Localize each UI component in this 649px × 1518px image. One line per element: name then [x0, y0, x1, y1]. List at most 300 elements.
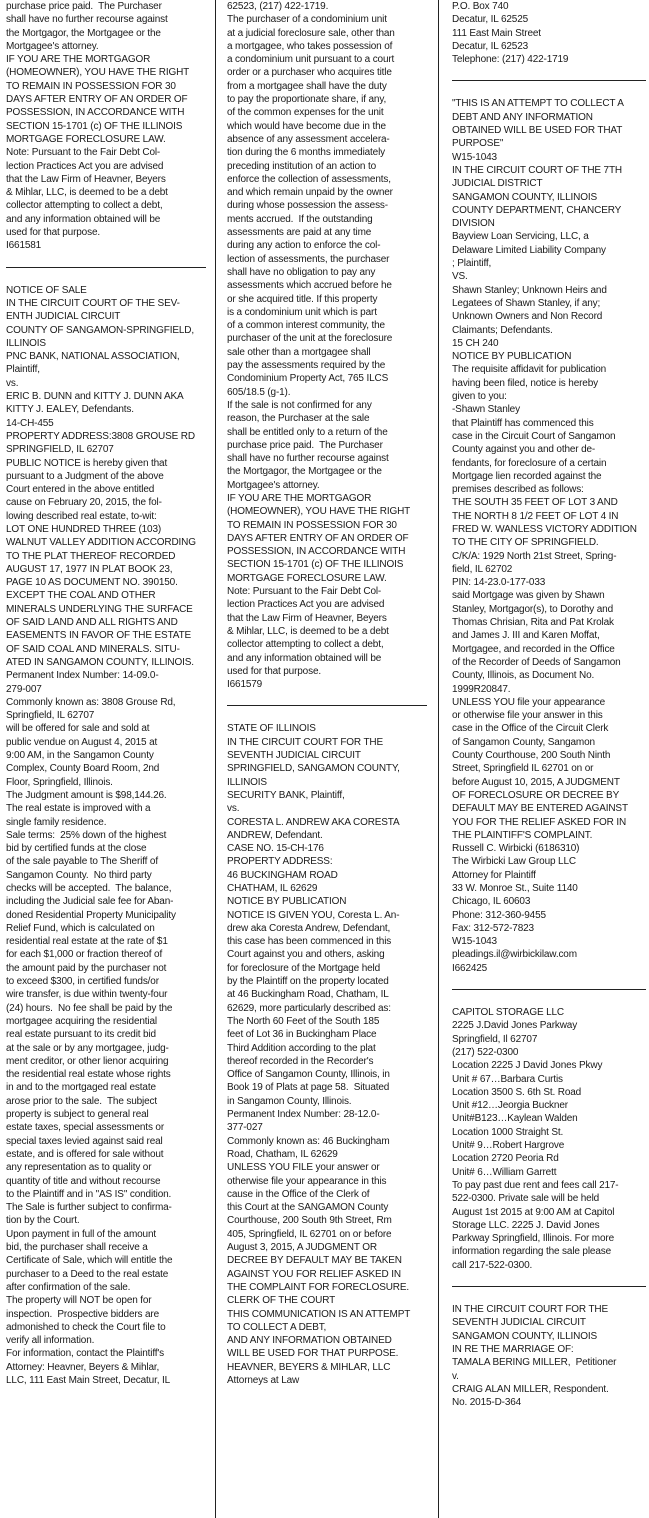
notice-line: PROPERTY ADDRESS: — [227, 856, 333, 868]
notice-line: PNC BANK, NATIONAL ASSOCIATION, — [6, 351, 180, 363]
notice-line: County, Illinois, as Document No. — [452, 670, 595, 682]
notice-line: for foreclosure of the Mortgage held — [227, 962, 381, 974]
notice-line: TO REMAIN IN POSSESSION FOR 30 — [6, 80, 176, 92]
notice-line: pursuant to a Judgment of the above — [6, 470, 164, 482]
notice-line: PUBLIC NOTICE is hereby given that — [6, 457, 168, 469]
notice-line: Decatur, IL 62523 — [452, 40, 529, 52]
notice-line: MINERALS UNDERLYING THE SURFACE — [6, 603, 193, 615]
notice-line: sale other than a mortgagee shall — [227, 346, 371, 358]
notice-line: collector attempting to collect a debt, — [227, 639, 384, 651]
notice-line: Plaintiff, — [6, 364, 40, 376]
notice-line: PAGE 10 AS DOCUMENT NO. 390150. — [6, 577, 178, 589]
notice-line: ERIC B. DUNN and KITTY J. DUNN AKA — [6, 391, 184, 403]
notice-line: UNLESS YOU FILE your answer or — [227, 1162, 380, 1174]
notice-line: Office of Sangamon County, Illinois, in — [227, 1069, 390, 1081]
notice-line: fendants, for foreclosure of a certain — [452, 457, 607, 469]
notice-line: collector attempting to collect a debt, — [6, 200, 163, 212]
notice-line: special taxes levied against said real — [6, 1135, 163, 1147]
notice-line: which would have become due in the — [227, 120, 386, 132]
notice-line: ment creditor, or other lienor acquiring — [6, 1055, 169, 1067]
notice-line: POSSESSION, IN ACCORDANCE WITH — [227, 546, 406, 558]
notice-line: SPRINGFIELD, SANGAMON COUNTY, — [227, 763, 400, 775]
notice-line: THE COMPLAINT FOR FORECLOSURE. — [227, 1281, 410, 1293]
notice-line: estate, and is offered for sale without — [6, 1148, 164, 1160]
notice-line: field, IL 62702 — [452, 563, 513, 575]
notice-line: at a judicial foreclosure sale, other than — [227, 27, 395, 39]
notice-line: (24) hours. No fee shall be paid by the — [6, 1002, 173, 1014]
notice-line: inspection. Prospective bidders are — [6, 1308, 160, 1320]
notice-line: shall be entitled only to a return of the — [227, 426, 388, 438]
notice-line: IN THE CIRCUIT COURT FOR THE — [227, 736, 384, 748]
notice-line: property is subject to general real — [6, 1109, 149, 1121]
notice-line: by the Plaintiff on the property located — [227, 976, 389, 988]
notice-line: C/K/A: 1929 North 21st Street, Spring- — [452, 550, 617, 562]
notice-line: of a common interest community, the — [227, 320, 385, 332]
notice-line: 1999R20847. — [452, 683, 511, 695]
notice-line: Mortgage lien recorded against the — [452, 470, 602, 482]
notice-line: a mortgagee, who takes possession of — [227, 40, 393, 52]
notice-line: THE PLAINTIFF'S COMPLAINT. — [452, 829, 593, 841]
notice-line: call 217-522-0300. — [452, 1259, 533, 1271]
notice-line: HEAVNER, BEYERS & MIHLAR, LLC — [227, 1361, 391, 1373]
notice-line: Mortgagee, and recorded in the Office — [452, 643, 615, 655]
notice-line: ments accrued. If the outstanding — [227, 213, 373, 225]
notice-line: premises described as follows: — [452, 484, 584, 496]
notice-line: real estate pursuant to its credit bid — [6, 1029, 156, 1041]
notice-line: SECURITY BANK, Plaintiff, — [227, 789, 345, 801]
notice-line: The property will NOT be open for — [6, 1295, 152, 1307]
notice-line: Third Addition according to the plat — [227, 1042, 376, 1054]
notice-line: Bayview Loan Servicing, LLC, a — [452, 231, 589, 243]
notice-line: and any information obtained will be — [227, 652, 382, 664]
notice-line: lection of assessments, the purchaser — [227, 253, 390, 265]
notice-line: Book 19 of Plats at page 58. Situated — [227, 1082, 390, 1094]
notice-line: Thomas Chrisian, Rita and Pat Krolak — [452, 617, 614, 629]
notice-line: Upon payment in full of the amount — [6, 1228, 156, 1240]
column-3 — [452, 0, 646, 1518]
notice-line: NOTICE BY PUBLICATION — [227, 896, 347, 908]
notice-line: bid, the purchaser shall receive a — [6, 1242, 148, 1254]
notice-line: The North 60 Feet of the South 185 — [227, 1015, 380, 1027]
notice-line: to pay the proportionate share, if any, — [227, 94, 387, 106]
notice-line: KITTY J. EALEY, Defendants. — [6, 404, 134, 416]
notice-line: AND ANY INFORMATION OBTAINED — [227, 1335, 392, 1347]
notice-line: The Wirbicki Law Group LLC — [452, 856, 576, 868]
notice-line: MORTGAGE FORECLOSURE LAW. — [6, 133, 166, 145]
notice-line: of the Recorder of Deeds of Sangamon — [452, 656, 621, 668]
notice-line: Permanent Index Number: 14-09.0- — [6, 670, 159, 682]
notice-line: mortgagee acquiring the residential — [6, 1015, 157, 1027]
notice-line: any representation as to quality or — [6, 1162, 152, 1174]
column-divider — [215, 0, 216, 1518]
legal-notice — [452, 0, 646, 66]
notice-line: JUDICIAL DISTRICT — [452, 178, 543, 190]
notice-line: vs. — [227, 803, 240, 815]
notice-line: Court against you and others, asking — [227, 949, 385, 961]
notice-line: SANGAMON COUNTY, ILLINOIS — [452, 1330, 597, 1342]
notice-line: I661579 — [227, 679, 263, 691]
notice-line: Unit# 6…William Garrett — [452, 1166, 557, 1178]
notice-line: No. 2015-D-364 — [452, 1397, 522, 1409]
notice-line: IN THE CIRCUIT COURT OF THE SEV- — [6, 297, 180, 309]
notice-line: assessments are paid at any time — [227, 227, 372, 239]
notice-line: CRAIG ALAN MILLER, Respondent. — [452, 1383, 609, 1395]
column-1 — [6, 0, 206, 1518]
notice-line: 605/18.5 (g-1). — [227, 386, 291, 398]
notice-line: Floor, Springfield, Illinois. — [6, 776, 113, 788]
notice-line: Unit# 9…Robert Hargrove — [452, 1140, 565, 1152]
notice-line: & Mihlar, LLC, is deemed to be a debt — [6, 187, 168, 199]
notice-line: SEVENTH JUDICIAL CIRCUIT — [452, 1317, 586, 1329]
notice-line: TO REMAIN IN POSSESSION FOR 30 — [227, 519, 397, 531]
notice-line: SANGAMON COUNTY, ILLINOIS — [452, 191, 597, 203]
notice-line: NOTICE OF SALE — [6, 284, 87, 296]
notice-line: The purchaser of a condominium unit — [227, 14, 387, 26]
notice-line: PIN: 14-23.0-177-033 — [452, 577, 546, 589]
notice-line: 62523, (217) 422-1719. — [227, 1, 329, 12]
notice-line: drew aka Coresta Andrew, Defendant, — [227, 922, 391, 934]
notice-line: having been filed, notice is hereby — [452, 377, 598, 389]
notice-separator-rule — [452, 989, 646, 990]
notice-line: I661581 — [6, 240, 42, 252]
notice-line: of the sale payable to The Sheriff of — [6, 856, 158, 868]
notice-line: wire transfer, is due within twenty-four — [6, 989, 168, 1001]
notice-line: 15 CH 240 — [452, 337, 499, 349]
notice-line: Road, Chatham, IL 62629 — [227, 1148, 338, 1160]
notice-line: To pay past due rent and fees call 217- — [452, 1179, 619, 1191]
notice-line: single family residence. — [6, 816, 107, 828]
notice-line: pay the assessments required by the — [227, 360, 386, 372]
notice-line: to exceed $300, in certified funds/or — [6, 976, 159, 988]
notice-line: 62629, more particularly described as: — [227, 1002, 391, 1014]
notice-line: assessments which accrued before he — [227, 280, 392, 292]
notice-line: Sangamon County. No third party — [6, 869, 152, 881]
notice-line: TAMALA BERING MILLER, Petitioner — [452, 1357, 617, 1369]
notice-separator-rule — [6, 267, 206, 268]
notice-line: W15-1043 — [452, 151, 497, 163]
notice-line: said Mortgage was given by Shawn — [452, 590, 605, 602]
notice-line: shall have no further recourse against — [227, 453, 389, 465]
notice-line: quantity of title and without recourse — [6, 1175, 161, 1187]
notice-line: order or a purchaser who acquires title — [227, 67, 392, 79]
notice-line: lection Practices Act you are advised — [6, 160, 164, 172]
notice-line: Unknown Owners and Non Record — [452, 311, 603, 323]
notice-line: Unit #12…Jeorgia Buckner — [452, 1100, 568, 1112]
notice-line: the Mortgagor, the Mortgagee or the — [227, 466, 382, 478]
notice-line: Condominium Property Act, 765 ILCS — [227, 373, 389, 385]
notice-line: (HOMEOWNER), YOU HAVE THE RIGHT — [6, 67, 190, 79]
notice-line: including the Judicial sale fee for Aban- — [6, 896, 174, 908]
notice-line: IF YOU ARE THE MORTGAGOR — [6, 54, 151, 66]
notice-line: DAYS AFTER ENTRY OF AN ORDER OF — [227, 532, 409, 544]
notice-line: I662425 — [452, 962, 488, 974]
column-2 — [227, 0, 427, 1518]
notice-line: information regarding the sale please — [452, 1246, 611, 1258]
legal-notice — [452, 1006, 646, 1272]
notice-line: STATE OF ILLINOIS — [227, 723, 316, 735]
legal-notice — [227, 722, 427, 1387]
notice-line: The Sale is further subject to confirma- — [6, 1202, 172, 1214]
notice-line: YOU FOR THE RELIEF ASKED FOR IN — [452, 816, 627, 828]
notice-line: absence of any assessment accelera- — [227, 133, 390, 145]
notice-line: SEVENTH JUDICIAL CIRCUIT — [227, 750, 361, 762]
notice-line: 377-027 — [227, 1122, 263, 1134]
notice-line: Attorneys at Law — [227, 1374, 300, 1386]
notice-line: the amount paid by the purchaser not — [6, 962, 167, 974]
notice-line: ILLINOIS — [6, 337, 46, 349]
notice-line: County against you and other de- — [452, 444, 596, 456]
notice-line: Complex, County Board Room, 2nd — [6, 763, 160, 775]
notice-line: Legatees of Shawn Stanley, if any; — [452, 297, 601, 309]
notice-line: CASE NO. 15-CH-176 — [227, 843, 324, 855]
notice-line: DIVISION — [452, 218, 495, 230]
notice-line: to the Plaintiff and in "AS IS" condition. — [6, 1188, 172, 1200]
notice-line: COUNTY OF SANGAMON-SPRINGFIELD, — [6, 324, 194, 336]
notice-line: Attorney: Heavner, Beyers & Mihlar, — [6, 1361, 160, 1373]
notice-line: at 46 Buckingham Road, Chatham, IL — [227, 989, 389, 1001]
notice-line: Location 3500 S. 6th St. Road — [452, 1086, 582, 1098]
notice-line: during whose possession the assess- — [227, 200, 388, 212]
notice-line: will be offered for sale and sold at — [6, 723, 150, 735]
notice-line: arose prior to the sale. The subject — [6, 1095, 158, 1107]
notice-line: IN THE CIRCUIT COURT FOR THE — [452, 1304, 609, 1316]
notice-line: Permanent Index Number: 28-12.0- — [227, 1109, 380, 1121]
notice-line: Delaware Limited Liability Company — [452, 244, 606, 256]
notice-line: THE NORTH 8 1/2 FEET OF LOT 4 IN — [452, 510, 619, 522]
notice-line: (HOMEOWNER), YOU HAVE THE RIGHT — [227, 506, 411, 518]
notice-line: case in the Circuit Court of Sangamon — [452, 430, 616, 442]
notice-separator-rule — [452, 1286, 646, 1287]
notice-line: case in the Office of the Circuit Clerk — [452, 723, 609, 735]
notice-separator-rule — [452, 80, 646, 81]
notice-line: Sale terms: 25% down of the highest — [6, 829, 167, 841]
notice-line: for each $1,000 or fraction thereof of — [6, 949, 163, 961]
notice-line: CLERK OF THE COURT — [227, 1295, 336, 1307]
notice-line: the Mortgagor, the Mortgagee or the — [6, 27, 161, 39]
notice-line: POSSESSION, IN ACCORDANCE WITH — [6, 107, 185, 119]
notice-line: of the common expenses for the unit — [227, 107, 384, 119]
notice-line: enforce the collection of assessments, — [227, 173, 391, 185]
notice-line: bid by certified funds at the close — [6, 843, 147, 855]
notice-line: that Plaintiff has commenced this — [452, 417, 594, 429]
notice-line: residential real estate at the rate of $1 — [6, 936, 168, 948]
notice-line: Parkway Springfield, Illinois. For more — [452, 1233, 614, 1245]
notice-line: purchase price paid. The Purchaser — [227, 439, 383, 451]
notice-line: purchaser of the unit at the foreclosure — [227, 333, 393, 345]
notice-line: Unit # 67…Barbara Curtis — [452, 1073, 563, 1085]
legal-notice — [6, 0, 206, 253]
notice-line: ; Plaintiff, — [452, 258, 492, 270]
notice-line: after confirmation of the sale. — [6, 1281, 131, 1293]
notice-line: TO THE PLAT THEREOF RECORDED — [6, 550, 176, 562]
notice-line: WALNUT VALLEY ADDITION ACCORDING — [6, 537, 196, 549]
notice-line: otherwise file your appearance in this — [227, 1175, 387, 1187]
notice-line: Shawn Stanley; Unknown Heirs and — [452, 284, 607, 296]
notice-line: -Shawn Stanley — [452, 404, 520, 416]
notice-line: thereof recorded in the Recorder's — [227, 1055, 374, 1067]
notice-line: Phone: 312-360-9455 — [452, 909, 546, 921]
notice-line: WILL BE USED FOR THAT PURPOSE. — [227, 1348, 399, 1360]
notice-line: The real estate is improved with a — [6, 803, 151, 815]
notice-line: used for that purpose. — [227, 665, 321, 677]
notice-line: MORTGAGE FORECLOSURE LAW. — [227, 572, 387, 584]
notice-line: lection Practices Act you are advised — [227, 599, 385, 611]
notice-line: AUGUST 17, 1977 IN PLAT BOOK 23, — [6, 563, 173, 575]
notice-line: "THIS IS AN ATTEMPT TO COLLECT A — [452, 98, 624, 110]
notice-line: cause on February 20, 2015, the fol- — [6, 497, 162, 509]
notice-line: Russell C. Wirbicki (6186310) — [452, 843, 580, 855]
notice-line: in and to the mortgaged real estate — [6, 1082, 156, 1094]
notice-line: P.O. Box 740 — [452, 1, 509, 12]
notice-line: OBTAINED WILL BE USED FOR THAT — [452, 125, 623, 137]
notice-line: lowing described real estate, to-wit: — [6, 510, 157, 522]
notice-line: tion by the Court. — [6, 1215, 80, 1227]
notice-line: and which remain unpaid by the owner — [227, 187, 393, 199]
notice-line: before August 10, 2015, A JUDGMENT — [452, 776, 620, 788]
notice-line: this Court at the SANGAMON County — [227, 1202, 389, 1214]
legal-notice — [6, 284, 206, 1388]
notice-line: Note: Pursuant to the Fair Debt Col- — [6, 147, 161, 159]
notice-line: OF FORECLOSURE OR DECREE BY — [452, 789, 620, 801]
notice-line: The Judgment amount is $98,144.26. — [6, 789, 167, 801]
legal-notice — [452, 1303, 646, 1409]
notice-line: Relief Fund, which is calculated on — [6, 922, 155, 934]
notice-line: EXCEPT THE COAL AND OTHER — [6, 590, 156, 602]
notice-line: & Mihlar, LLC, is deemed to be a debt — [227, 625, 389, 637]
notice-line: ANDREW, Defendant. — [227, 829, 323, 841]
notice-line: For information, contact the Plaintiff's — [6, 1348, 165, 1360]
notice-line: estate taxes, special assessments or — [6, 1122, 165, 1134]
notice-line: preceding institution of an action to — [227, 160, 376, 172]
notice-line: public vendue on August 4, 2015 at — [6, 736, 158, 748]
legal-notice — [227, 0, 427, 691]
notice-line: of Sangamon County, Sangamon — [452, 736, 595, 748]
notice-line: SECTION 15-1701 (c) OF THE ILLINOIS — [6, 120, 183, 132]
notice-line: W15-1043 — [452, 936, 497, 948]
notice-line: 33 W. Monroe St., Suite 1140 — [452, 883, 578, 894]
column-divider — [438, 0, 439, 1518]
notice-line: tion during the 6 months immediately — [227, 147, 386, 159]
notice-line: August 1st 2015 at 9:00 AM at Capitol — [452, 1206, 615, 1218]
notice-line: Springfield, IL 62707 — [6, 710, 95, 722]
notice-line: Commonly known as: 46 Buckingham — [227, 1135, 390, 1147]
notice-line: DEFAULT MAY BE ENTERED AGAINST — [452, 803, 628, 815]
notice-line: verify all information. — [6, 1335, 95, 1347]
notice-line: August 3, 2015, A JUDGMENT OR — [227, 1242, 377, 1254]
notice-line: If the sale is not confirmed for any — [227, 399, 372, 411]
notice-line: during any action to enforce the col- — [227, 240, 381, 252]
notice-line: (217) 522-0300 — [452, 1046, 519, 1058]
notice-line: IN RE THE MARRIAGE OF: — [452, 1343, 574, 1355]
notice-line: 14-CH-455 — [6, 417, 54, 429]
notice-line: Claimants; Defendants. — [452, 324, 553, 336]
notice-line: reason, the Purchaser at the sale — [227, 413, 370, 425]
notice-line: 2225 J.David Jones Parkway — [452, 1020, 578, 1032]
notice-line: SPRINGFIELD, IL 62707 — [6, 444, 114, 456]
notice-line: THIS COMMUNICATION IS AN ATTEMPT — [227, 1308, 411, 1320]
notice-line: 522-0300. Private sale will be held — [452, 1193, 600, 1205]
notice-line: Chicago, IL 60603 — [452, 896, 531, 908]
notice-line: shall have no obligation to pay any — [227, 266, 376, 278]
notice-line: EASEMENTS IN FAVOR OF THE ESTATE — [6, 630, 192, 642]
notice-line: Location 2720 Peoria Rd — [452, 1153, 559, 1165]
notice-line: Court entered in the above entitled — [6, 484, 155, 496]
notice-line: 9:00 AM, in the Sangamon County — [6, 750, 154, 762]
notice-line: Springfield, Il 62707 — [452, 1033, 538, 1045]
notice-line: purchase price paid. The Purchaser — [6, 1, 162, 12]
notice-line: admonished to check the Court file to — [6, 1321, 166, 1333]
notice-line: CORESTA L. ANDREW AKA CORESTA — [227, 816, 400, 828]
notice-line: County Courthouse, 200 South Ninth — [452, 750, 611, 762]
notice-line: shall have no further recourse against — [6, 14, 168, 26]
notice-line: UNLESS YOU file your appearance — [452, 696, 606, 708]
notice-line: Mortgagee's attorney. — [227, 479, 320, 491]
notice-line: DAYS AFTER ENTRY OF AN ORDER OF — [6, 94, 188, 106]
notice-line: DECREE BY DEFAULT MAY BE TAKEN — [227, 1255, 402, 1267]
notice-line: or otherwise file your answer in this — [452, 710, 603, 722]
notice-line: Fax: 312-572-7823 — [452, 922, 534, 934]
notice-line: ENTH JUDICIAL CIRCUIT — [6, 311, 121, 323]
notice-line: OF SAID COAL AND MINERALS. SITU- — [6, 643, 180, 655]
notice-line: PROPERTY ADDRESS:3808 GROUSE RD — [6, 430, 195, 442]
notice-line: Unit#B123…Kaylean Walden — [452, 1113, 578, 1125]
notice-line: Location 2225 J David Jones Pkwy — [452, 1060, 603, 1072]
notice-line: given to you: — [452, 391, 507, 403]
notice-line: NOTICE BY PUBLICATION — [452, 351, 572, 363]
notice-line: 46 BUCKINGHAM ROAD — [227, 869, 338, 881]
notice-line: in Sangamon County, Illinois. — [227, 1095, 352, 1107]
notice-line: from a mortgagee shall have the duty — [227, 80, 387, 92]
notice-line: at the sale or by any mortgagee, judg- — [6, 1042, 169, 1054]
notice-line: IN THE CIRCUIT COURT OF THE 7TH — [452, 164, 622, 176]
notice-line: TO THE CITY OF SPRINGFIELD. — [452, 537, 599, 549]
notice-line: is a condominium unit which is part — [227, 306, 377, 318]
notice-line: cause in the Office of the Clerk of — [227, 1188, 370, 1200]
notice-line: CAPITOL STORAGE LLC — [452, 1007, 565, 1019]
notice-line: vs. — [6, 377, 19, 389]
notice-line: and any information obtained will be — [6, 213, 161, 225]
notice-line: feet of Lot 36 in Buckingham Place — [227, 1029, 377, 1041]
notice-line: the residential real estate whose rights — [6, 1069, 171, 1081]
notice-line: Mortgagee's attorney. — [6, 40, 99, 52]
notice-line: IF YOU ARE THE MORTGAGOR — [227, 492, 372, 504]
legal-notice — [452, 97, 646, 975]
notice-line: THE SOUTH 35 FEET OF LOT 3 AND — [452, 497, 618, 509]
notice-line: 111 East Main Street — [452, 27, 541, 39]
notice-line: Decatur, IL 62525 — [452, 14, 529, 26]
notice-line: ATED IN SANGAMON COUNTY, ILLINOIS. — [6, 656, 194, 668]
notice-line: Location 1000 Straight St. — [452, 1126, 564, 1138]
notice-line: Commonly known as: 3808 Grouse Rd, — [6, 696, 176, 708]
notice-line: AGAINST YOU FOR RELIEF ASKED IN — [227, 1268, 401, 1280]
notice-line: TO COLLECT A DEBT, — [227, 1321, 327, 1333]
notice-line: VS. — [452, 271, 468, 283]
notice-line: PURPOSE" — [452, 138, 504, 150]
notice-line: Attorney for Plaintiff — [452, 869, 536, 881]
notice-line: and James J. III and Karen Moffat, — [452, 630, 600, 642]
notice-line: a condominium unit pursuant to a court — [227, 54, 395, 66]
notice-line: Certificate of Sale, which will entitle the — [6, 1255, 173, 1267]
notice-line: NOTICE IS GIVEN YOU, Coresta L. An- — [227, 909, 400, 921]
notice-line: Telephone: (217) 422-1719 — [452, 54, 569, 66]
notice-line: COUNTY DEPARTMENT, CHANCERY — [452, 204, 622, 216]
notice-line: OF SAID LAND AND ALL RIGHTS AND — [6, 617, 178, 629]
notice-line: SECTION 15-1701 (c) OF THE ILLINOIS — [227, 559, 404, 571]
notice-line: doned Residential Property Municipality — [6, 909, 176, 921]
notice-line: Storage LLC. 2225 J. David Jones — [452, 1219, 600, 1231]
notice-line: v. — [452, 1370, 459, 1382]
notice-line: this case has been commenced in this — [227, 936, 392, 948]
